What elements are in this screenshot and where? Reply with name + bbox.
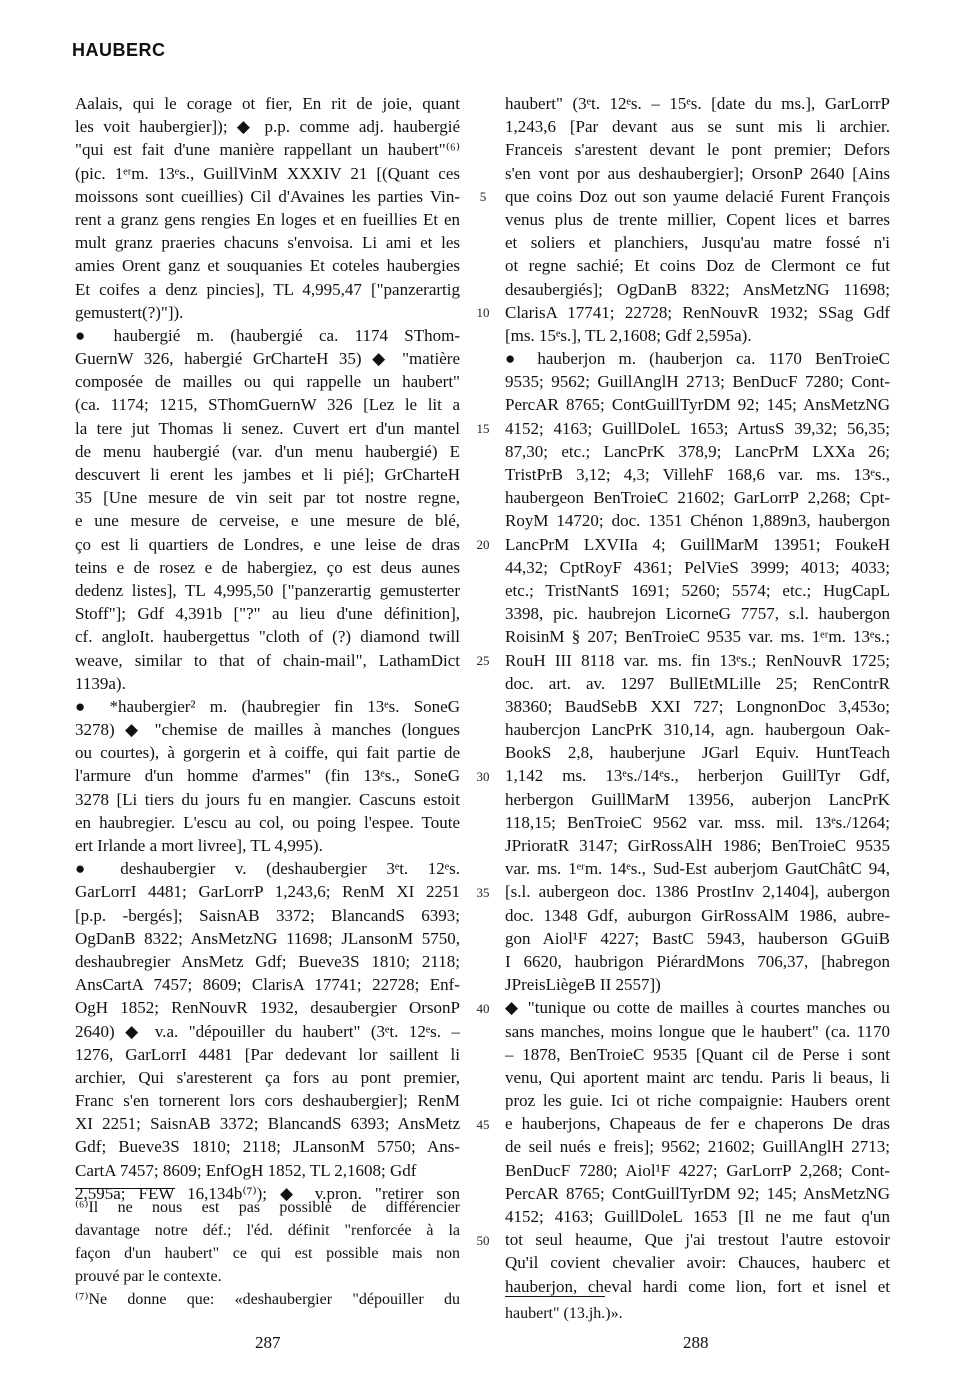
text-line: RoyM 14720; doc. 1351 Chénon 1,889n3, haubergon (505, 511, 890, 531)
text-line: GuernW 326, habergié GrCharteH 35) ◆ "matière (75, 349, 460, 369)
left-text-column (75, 92, 460, 1205)
text-line: BookS 2,8, hauberjune JGarl Equiv. HuntTeach (505, 743, 890, 763)
text-line: davantage notre déf.; l'éd. définit "renforcée à la (75, 1222, 460, 1239)
footnote-rule-left (75, 1188, 175, 1189)
page-number-left: 287 (255, 1333, 281, 1352)
text-line: Qu'il covient chevalier avoir: Chauces, hauberc et (505, 1253, 890, 1273)
line-number: 45 (476, 1116, 490, 1132)
text-line: 1276, GarLorrI 4481 [Par dedevant lor saillent li (75, 1044, 460, 1064)
text-line: cf. angloIt. haubergettus "cloth of (?) diamond twill (75, 627, 460, 647)
text-line: façon d'un haubert" ce qui est possible mais non (75, 1245, 460, 1262)
text-line: ⁽⁷⁾Ne donne que: «deshaubergier "dépouiller du (75, 1291, 460, 1308)
text-line: ou courtes), à gorgerin et à coiffe, qui fait partie de (75, 743, 460, 763)
line-number: 50 (476, 1232, 490, 1248)
text-line: en haubregier. L'escu au col, ou poing l'espee. Toute (75, 812, 460, 832)
line-number: 35 (476, 884, 490, 900)
text-line: ClarisA 17741; 22728; RenNouvR 1932; SSag Gdf (505, 302, 890, 322)
line-number: 15 (476, 420, 490, 436)
text-line: la tere jut Thomas li senez. Cuvert ert d'un mantel (75, 418, 460, 438)
text-line: haubercjon LancPrK 310,14, agn. haubergoun Oak- (505, 720, 890, 740)
text-line: doc. art. av. 1297 BullEtMLille 25; RenContrR (505, 673, 890, 693)
page-header-title: HAUBERC (72, 40, 166, 60)
text-line: OgH 1852; RenNouvR 1932, desaubergier OrsonP (75, 998, 460, 1018)
text-line: Franceis s'arestent devant le pont premier; Defors (505, 140, 890, 160)
text-line: TristPrB 3,12; 4,3; VillehF 168,6 var. ms. 13ᵉs., (505, 465, 890, 484)
text-line: prouvé par le contexte. (75, 1268, 222, 1285)
text-line: PercAR 8765; ContGuillTyrDM 92; 145; AnsMetzNG (505, 395, 890, 415)
text-line: "qui est fait d'une manière rappellant un haubert"⁽⁶⁾ (75, 140, 460, 160)
text-line: les voit haubergier]); ◆ p.p. comme adj. haubergié (75, 117, 460, 137)
text-line: l'armure d'un homme d'armes" (fin 13ᵉs., SoneG (75, 766, 460, 786)
text-line: Aalais, qui le corage ot fier, En rit de joie, quant (75, 94, 460, 113)
text-line: XI 2251; SaisnAB 3372; BlancandS 6393; AnsMetz (75, 1114, 460, 1134)
text-line: gon Aiol¹F 4227; BastC 5943, hauberson GGuiB (505, 928, 890, 948)
text-line: weave, similar to that of chain-mail", LathamDict (75, 650, 460, 670)
text-line: (ca. 1174; 1215, SThomGuernW 326 [Lez le lit a (75, 395, 460, 415)
text-line: haubert" (3ᵉt. 12ᵉs. – 15ᵉs. [date du ms.], GarLorrP (505, 94, 890, 113)
text-line: 1,243,6 [Par devant aus se sunt mis li archier. (505, 117, 890, 137)
text-line: LancPrM LXVIIa 4; GuillMarM 13951; FoukeH (505, 534, 890, 554)
text-line: 35 [Une mesure de vin seit par tot nostre regne, (75, 488, 460, 508)
text-line: Stoff"]; Gdf 4,391b ["?" au lieu d'une définition], (75, 604, 460, 624)
text-line: que coins Doz out son yaume delacié Furent François (505, 186, 890, 206)
text-line: 3398, pic. haubrejon LicorneG 7757, s.l. haubergon (505, 604, 890, 624)
text-line: tot seul heaume, Que j'ai trestout l'autre estovoir (505, 1230, 890, 1250)
text-line: 4152; 4163; GuillDoleL 1653; ArtusS 39,32; 56,35; (505, 418, 890, 438)
text-line: hauberjon, cheval hardi come lion, fort et isnel et (505, 1276, 890, 1296)
text-line: – 1878, BenTroieC 9535 [Quant cil de Perse i sont (505, 1044, 890, 1064)
text-line: AnsCartA 7457; 8609; ClarisA 17741; 22728; Enf- (75, 975, 460, 995)
text-line: haubert" (13.jh.)». (505, 1305, 623, 1322)
text-line: Franc s'en tornerent lors cors deshaubergier]; RenM (75, 1091, 460, 1111)
text-line: proz les guie. Ici ot riche compaignie: Haubers orent (505, 1091, 890, 1111)
text-line: haubergeon BenTroieC 21602; GarLorrP 2,268; Cpt- (505, 488, 890, 508)
text-line: CartA 7457; 8609; EnfOgH 1852, TL 2,1608; Gdf (75, 1160, 417, 1180)
text-line: venus plus de trente millier, Copent lices et barres (505, 209, 890, 229)
footnote-rule-right (505, 1296, 605, 1297)
text-line: rent a granz gens rengies En loges et en fueillies Et en (75, 209, 460, 229)
text-line: etc.; TristNantS 1691; 5260; 5574; etc.; HugCapL (505, 580, 890, 600)
text-line: s'en vont por aus deshaubergier]; OrsonP 2640 [Ains (505, 163, 890, 183)
text-line: JPreisLiègeB II 2557]) (505, 975, 661, 995)
text-line: 2640) ◆ v.a. "dépouiller du haubert" (3ᵉt. 12ᵉs. – (75, 1021, 460, 1041)
text-line: descuvert li erent les jambes et li pié]; GrCharteH (75, 465, 460, 484)
text-line: doc. 1348 Gdf, auburgon GirRossAlM 1986, aubre- (505, 905, 890, 925)
text-line: archier, Qui s'aresterent ça fors au pont premier, (75, 1067, 460, 1087)
text-line: 1,142 ms. 13ᵉs./14ᵉs., herberjon GuillTyr Gdf, (505, 766, 890, 786)
text-line: moissons sont cueillies) Cil d'Avaines les parties Vin- (75, 186, 460, 206)
text-line: de menu haubergié (var. d'un menu haubergié) E (75, 441, 460, 461)
text-line: amies Orent ganz et souquanies Et coteles haubergies (75, 256, 460, 276)
text-line: [ms. 15ᵉs.], TL 2,1608; Gdf 2,595a). (505, 325, 752, 345)
text-line: et soliers et planchiers, Jusqu'au matre fossé n'i (505, 233, 890, 253)
text-line: RoisinM § 207; BenTroieC 9535 var. ms. 1ᵉʳm. 13ᵉs.; (505, 627, 890, 647)
text-line: ⁽⁶⁾Il ne nous est pas possible de différencier (75, 1199, 460, 1216)
text-line: I 6620, haubrigon PiérardMons 706,37, [habregon (505, 951, 890, 971)
text-line: sans manches, moins longue que le haubert" (ca. 1170 (505, 1021, 890, 1041)
text-line: Gdf; Bueve3S 1810; 2118; JLansonM 5750; Ans- (75, 1137, 460, 1157)
text-line: herbergon GuillMarM 13956, auberjon LancPrK (505, 789, 890, 809)
text-line: 44,32; CptRoyF 4361; PelVieS 3999; 4013; 4033; (505, 557, 890, 577)
line-number: 40 (476, 1000, 490, 1016)
text-line: ● deshaubergier v. (deshaubergier 3ᵉt. 12ᵉs. (75, 859, 460, 879)
text-line: ot regne sachié; Et coins Doz de Clermont ce fut (505, 256, 890, 276)
text-line: e hauberjons, Chapeaus de fer e chaperons De dras (505, 1114, 890, 1134)
text-line: BenDucF 7280; Aiol¹F 4227; GarLorrP 2,268; Cont- (505, 1160, 890, 1180)
line-number: 20 (476, 536, 490, 552)
text-line: 118,15; BenTroieC 9562 var. mss. mil. 13ᵉs./1264; (505, 812, 890, 832)
text-line: ● haubergié m. (haubergié ca. 1174 SThom- (75, 325, 460, 345)
text-line: (pic. 1ᵉʳm. 13ᵉs., GuillVinM XXXIV 21 [(Quant ces (75, 163, 460, 183)
text-line: [s.l. aubergeon doc. 1386 ProstInv 2,1404], aubergon (505, 882, 890, 902)
text-line: de seil nués e freis]; 9562; 21602; GuillAnglH 2713; (505, 1137, 890, 1157)
text-line: 38360; BaudSebB XXI 727; LongnonDoc 3,453o; (505, 696, 890, 716)
text-line: 4152; 4163; GuillDoleL 1653 [Il ne me faut q'un (505, 1207, 890, 1226)
right-footnotes (505, 1302, 890, 1325)
text-line: 3278) ◆ "chemise de mailles à manches (longues (75, 720, 460, 740)
text-line: ◆ "tunique ou cotte de mailles à courtes manches ou (505, 998, 890, 1018)
text-line: RouH III 8118 var. ms. fin 13ᵉs.; RenNouvR 1725; (505, 650, 890, 670)
text-line: ● *haubergier² m. (haubregier fin 13ᵉs. SoneG (75, 696, 460, 716)
left-footnotes (75, 1196, 460, 1311)
text-line: OgDanB 8322; AnsMetzNG 11698; JLansonM 5750, (75, 928, 460, 948)
text-line: teins e de rosez e de habergiez, ço est deus aunes (75, 557, 460, 577)
text-line: mult granz praeries chacuns s'envoisa. Li ami et les (75, 233, 460, 253)
text-line: JPrioratR 3147; GirRossAlH 1986; BenTroieC 9535 (505, 836, 890, 855)
text-line: 87,30; etc.; LancPrK 378,9; LancPrM LXXa 26; (505, 441, 890, 461)
text-line: e une mesure de cerveise, e une mesure de blé, (75, 511, 460, 531)
text-line: PercAR 8765; ContGuillTyrDM 92; 145; AnsMetzNG (505, 1183, 890, 1203)
line-number: 10 (476, 304, 490, 320)
text-line: 2,595a; FEW 16,134b⁽⁷⁾); ◆ v.pron. "retirer son (75, 1183, 460, 1203)
text-line: ço est li quartiers de Londres, e une leise de dras (75, 534, 460, 554)
line-number: 5 (479, 188, 487, 204)
text-line: desaubergiés]; OgDanB 8322; AnsMetzNG 11698; (505, 279, 890, 299)
text-line: ● hauberjon m. (hauberjon ca. 1170 BenTroieC (505, 349, 890, 369)
text-line: Et coifes a denz pincies], TL 4,995,47 ["panzerartig (75, 279, 460, 299)
line-number: 30 (476, 768, 490, 784)
text-line: gemustert(?)"]). (75, 302, 184, 322)
text-line: ert Irlande a mort livree], TL 4,995). (75, 836, 323, 855)
line-number: 25 (476, 652, 490, 668)
text-line: var. ms. 1ᵉʳm. 14ᵉs., Sud-Est auberjom GautChâtC 94, (505, 859, 890, 879)
page-number-right: 288 (683, 1333, 709, 1352)
text-line: deshaubregier AnsMetz Gdf; Bueve3S 1810; 2118; (75, 951, 460, 971)
text-line: dedenz listes], TL 4,995,50 ["panzerartig gemusterter (75, 580, 460, 600)
text-line: composée de mailles ou qui rappelle un haubert" (75, 372, 460, 392)
text-line: venu, Qui aportent maint arc tendu. Paris li beaus, li (505, 1067, 890, 1087)
text-line: 1139a). (75, 673, 126, 693)
text-line: [p.p. -bergés]; SaisnAB 3372; BlancandS 6393; (75, 905, 460, 925)
text-line: GarLorrI 4481; GarLorrP 1,243,6; RenM XI 2251 (75, 882, 460, 902)
text-line: 9535; 9562; GuillAnglH 2713; BenDucF 7280; Cont- (505, 372, 890, 392)
text-line: 3278 [Li tiers du jours fu en mangier. Cascuns estoit (75, 789, 460, 809)
right-text-column (505, 92, 890, 1298)
